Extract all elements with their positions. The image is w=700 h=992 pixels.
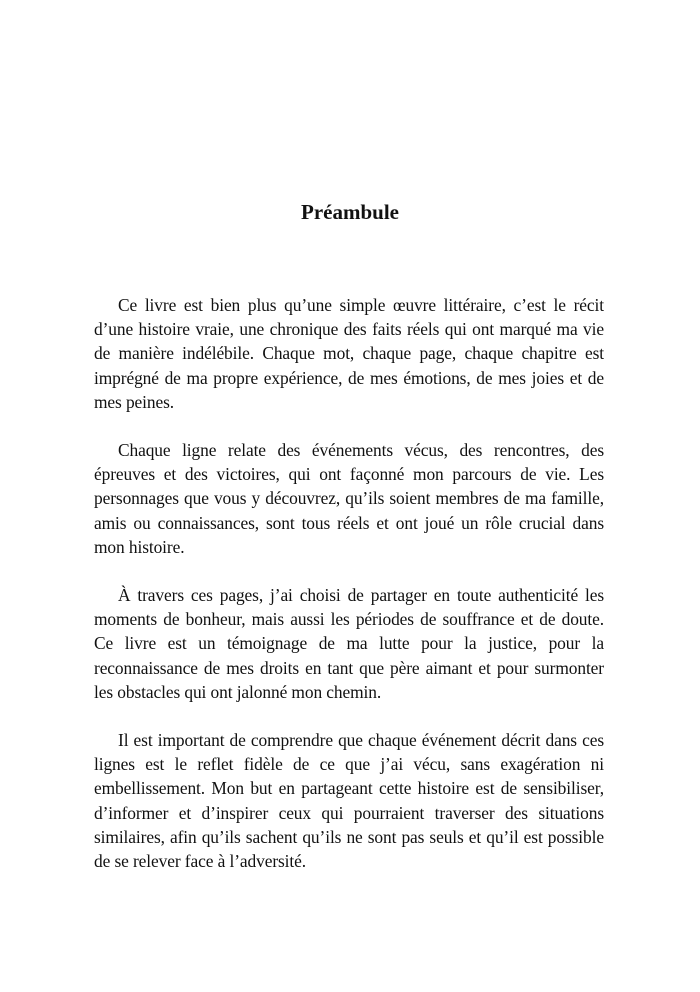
paragraph-3: À travers ces pages, j’ai choisi de partager en toute authenticité les moments de bonheur, mais aussi les périodes de souffrance et de doute. Ce livre est un témoignage de ma lutte pour la justice, pour la reconnaissance de mes droits en tant que père aimant et pour surmonter les obstacles qui ont jalonné mon chemin. — [94, 585, 604, 702]
document-body — [94, 293, 604, 897]
paragraph-2: Chaque ligne relate des événements vécus, des rencontres, des épreuves et des victoires, qui ont façonné mon parcours de vie. Les personnages que vous y découvrez, qu’ils soient membres de ma famille, amis ou connaissances, sont tous réels et ont joué un rôle crucial dans mon histoire. — [94, 440, 604, 557]
paragraph-1: Ce livre est bien plus qu’une simple œuvre littéraire, c’est le récit d’une histoire vraie, une chronique des faits réels qui ont marqué ma vie de manière indélébile. Chaque mot, chaque page, chaque chapitre est imprégné de ma propre expérience, de mes émotions, de mes joies et de mes peines. — [94, 295, 604, 412]
paragraph-4: Il est important de comprendre que chaque événement décrit dans ces lignes est le reflet fidèle de ce que j’ai vécu, sans exagération ni embellissement. Mon but en partageant cette histoire est de sensibiliser, d’informer et d’inspirer ceux qui pourraient traverser des situations similaires, afin qu’ils sachent qu’ils ne sont pas seuls et qu’il est possible de se relever face à l’adversité. — [94, 730, 604, 872]
page-title: Préambule — [301, 200, 399, 224]
